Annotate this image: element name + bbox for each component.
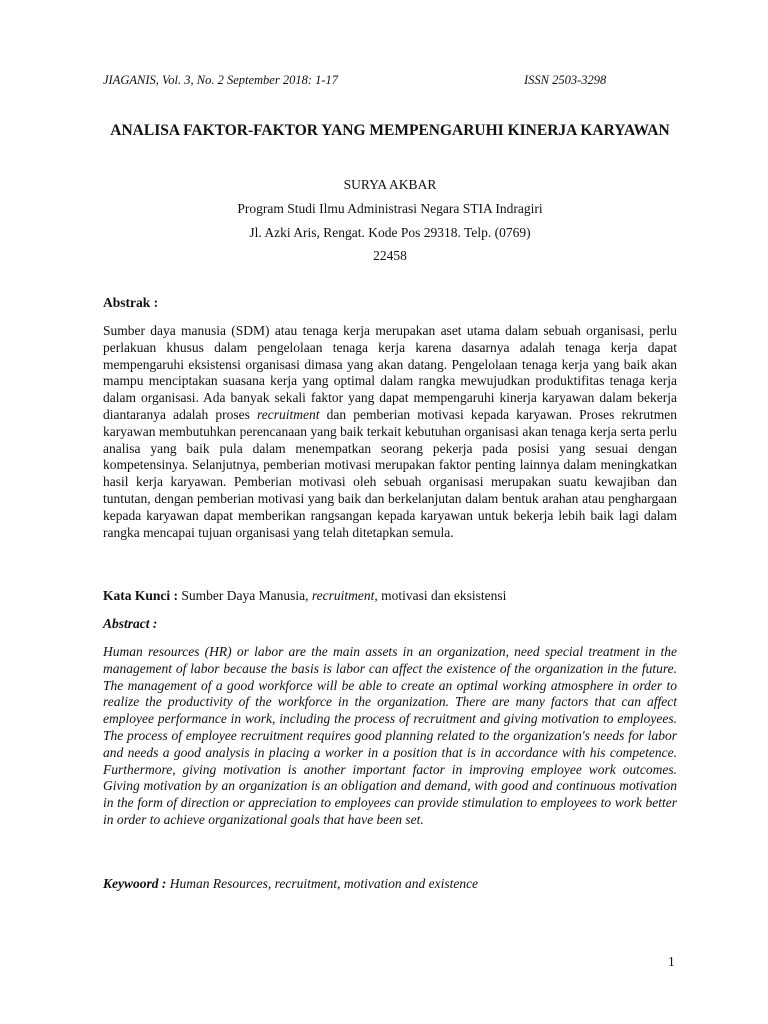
author-affiliation: Program Studi Ilmu Administrasi Negara STIA Indragiri — [237, 201, 543, 216]
keyword-text: Human Resources, recruitment, motivation and existence — [169, 876, 479, 891]
issn-label: ISSN 2503-3298 — [524, 73, 607, 87]
page-number: 1 — [668, 954, 675, 969]
abstrak-text-part-2: dan pemberian motivasi kepada karyawan. Proses rekrutmen karyawan membutuhkan perencanaan yang baik terkait kebutuhan organisasi akan tenaga kerja serta perlu analisa yang baik pula dalam menempatkan seorang pekerja pada posisi yang sesuai dengan kompetensinya. Selanjutnya, pemberian motivasi merupakan faktor penting lainnya dalam meningkatkan hasil kerja karyawan. Pemberian motivasi oleh sebuah organisasi merupakan suatu kewajiban dan tuntutan, dengan pemberian motivasi yang baik dan berkelanjutan dalam bentuk arahan atau penghargaan kepada karyawan dapat memberikan rangsangan kepada karyawan untuk bekerja lebih baik lagi dalam rangka mencapai tujuan organisasi yang telah ditetapkan semula. — [103, 406, 678, 540]
keyword-line — [103, 876, 677, 892]
abstract-paragraph: Human resources (HR) or labor are the main assets in an organization, need special treatment in the management of labor because the basis is labor can affect the existence of the organization in the future. The management of a good workforce will be able to create an optimal working atmosphere in order to realize the productivity of the workforce in the organization. There are many factors that can affect employee performance in work, including the process of recruitment and giving motivation to employees. The process of employee recruitment requires good planning related to the organization's needs for labor and needs a good analysis in placing a worker in a position that is in accordance with his competence. Furthermore, giving motivation is another important factor in improving employee work outcomes. Giving motivation by an organization is an obligation and demand, with good and continuous motivation in the form of direction or appreciation to employees can provide stimulation to employees to work better in order to achieve organizational goals that have been set. — [103, 644, 677, 827]
abstract-heading: Abstract : — [103, 616, 158, 631]
kata-kunci-label: Kata Kunci : — [103, 588, 179, 603]
author-address: Jl. Azki Aris, Rengat. Kode Pos 29318. Telp. (0769) — [249, 225, 531, 240]
journal-citation: JIAGANIS, Vol. 3, No. 2 September 2018: 1-17 — [103, 73, 339, 87]
running-header — [103, 73, 623, 91]
abstrak-heading: Abstrak : — [103, 295, 159, 310]
kata-kunci-italic-term: recruitment — [311, 588, 375, 603]
kata-kunci-text-2: , motivasi dan eksistensi — [374, 588, 507, 603]
kata-kunci-line — [103, 588, 677, 604]
author-address-cont: 22458 — [373, 248, 407, 263]
abstrak-italic-term: recruitment — [257, 406, 320, 422]
abstrak-text-part-1: Sumber daya manusia (SDM) atau tenaga kerja merupakan aset utama dalam sebuah organisasi, perlu perlakuan khusus dalam pengelolaan tenaga kerja karena dasarnya adalah tenaga kerja dapat mempengaruhi eksistensi organisasi dimasa yang akan datang. Pengelolaan tenaga kerja yang baik akan mampu menciptakan suasana kerja yang optimal dalam rangka mewujudkan produktifitas tenaga kerja dalam organisasi. Ada banyak sekali faktor yang dapat mempengaruhi kinerja karyawan dalam bekerja diantaranya adalah proses — [103, 323, 677, 422]
abstrak-paragraph — [103, 323, 677, 541]
kata-kunci-text-1: Sumber Daya Manusia, — [181, 588, 309, 603]
paper-title: ANALISA FAKTOR-FAKTOR YANG MEMPENGARUHI KINERJA KARYAWAN — [110, 122, 670, 139]
author-name: SURYA AKBAR — [343, 177, 437, 192]
keyword-label: Keywoord : — [103, 876, 167, 891]
